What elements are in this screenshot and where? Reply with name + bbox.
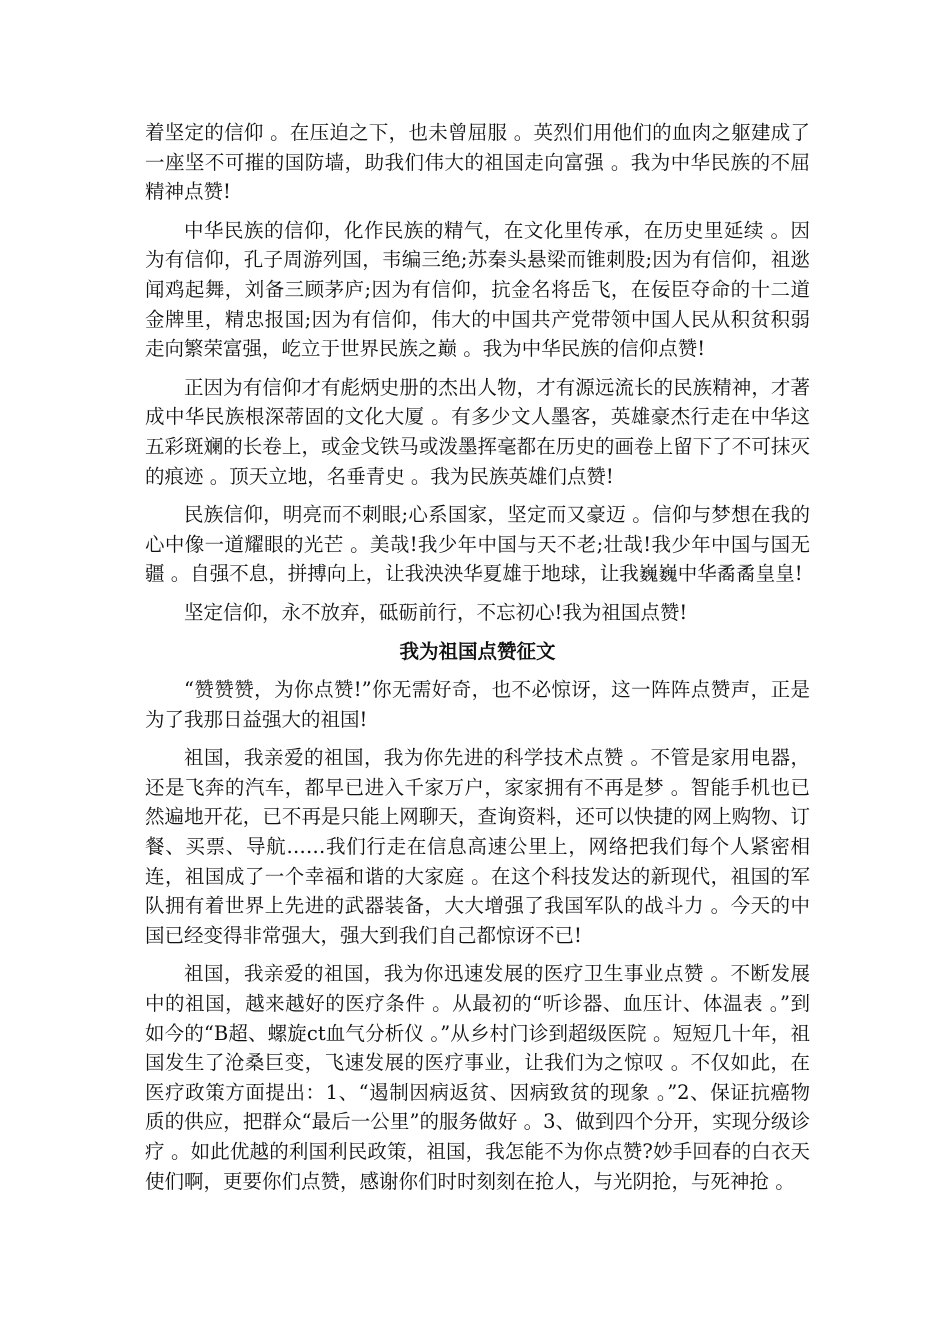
essay-title: 我为祖国点赞征文 [399, 639, 556, 663]
paragraph-technology: 祖国，我亲爱的祖国，我为你先进的科学技术点赞 。不管是家用电器，还是飞奔的汽车，都早已进入千家万户，家家拥有不再是梦 。智能手机也已然遍地开花，已不再是只能上网聊天，查询资料，还可以快捷的网上购物、订餐、买票、导航……我们行走在信息高速公里上，网络把我们每个人紧密相连，祖国成了一个幸福和谐的大家庭 。在这个科技发达的新现代，祖国的军队拥有着世界上先进的武器装备，大大增强了我国军队的战斗力 。今天的中国已经变得非常强大，强大到我们自己都惊讶不已! [145, 746, 810, 947]
paragraph-healthcare: 祖国，我亲爱的祖国，我为你迅速发展的医疗卫生事业点赞 。不断发展中的祖国，越来越好的医疗条件 。从最初的“听诊器、血压计、体温表 。”到如今的“B超、螺旋ct血气分析仪 。”从乡村门诊到超级医院 。短短几十年，祖国发生了沧桑巨变，飞速发展的医疗事业，让我们为之惊叹 。不仅如此，在医疗政策方面提出：1、“遏制因病返贫、因病致贫的现象 。”2、保证抗癌物质的供应，把群众“最后一公里”的服务做好 。3、做到四个分开，实现分级诊疗 。如此优越的利国利民政策，祖国，我怎能不为你点赞?妙手回春的白衣天使们啊，更要你们点赞，感谢你们时时刻刻在抢人，与光阴抢，与死神抢 。 [145, 962, 810, 1193]
paragraph-faith: 中华民族的信仰，化作民族的精气，在文化里传承，在历史里延续 。因为有信仰，孔子周游列国，韦编三绝;苏秦头悬梁而锥刺股;因为有信仰，祖逖闻鸡起舞，刘备三顾茅庐;因为有信仰，抗金名将岳飞，在佞臣夺命的十二道金牌里，精忠报国;因为有信仰，伟大的中国共产党带领中国人民从积贫积弱走向繁荣富强，屹立于世界民族之巅 。我为中华民族的信仰点赞! [145, 218, 810, 361]
paragraph-continued: 着坚定的信仰 。在压迫之下，也未曾屈服 。英烈们用他们的血肉之躯建成了一座坚不可摧的国防墙，助我们伟大的祖国走向富强 。我为中华民族的不屈精神点赞! [145, 121, 810, 204]
document-page [145, 118, 810, 1205]
paragraph-heroes: 正因为有信仰才有彪炳史册的杰出人物，才有源远流长的民族精神，才著成中华民族根深蒂固的文化大厦 。有多少文人墨客，英雄豪杰行走在中华这五彩斑斓的长卷上，或金戈铁马或泼墨挥毫都在历史的画卷上留下了不可抹灭的痕迹 。顶天立地，名垂青史 。我为民族英雄们点赞! [145, 375, 810, 488]
paragraph-conclusion: 坚定信仰，永不放弃，砥砺前行，不忘初心!我为祖国点赞! [184, 600, 688, 624]
paragraph-intro: “赞赞赞，为你点赞!”你无需好奇，也不必惊讶，这一阵阵点赞声，正是为了我那日益强大的祖国! [145, 678, 810, 731]
paragraph-youth-china: 民族信仰，明亮而不刺眼;心系国家，坚定而又豪迈 。信仰与梦想在我的心中像一道耀眼的光芒 。美哉!我少年中国与天不老;壮哉!我少年中国与国无疆 。自强不息，拼搏向上，让我泱泱华夏雄于地球，让我巍巍中华矞矞皇皇! [145, 503, 810, 586]
